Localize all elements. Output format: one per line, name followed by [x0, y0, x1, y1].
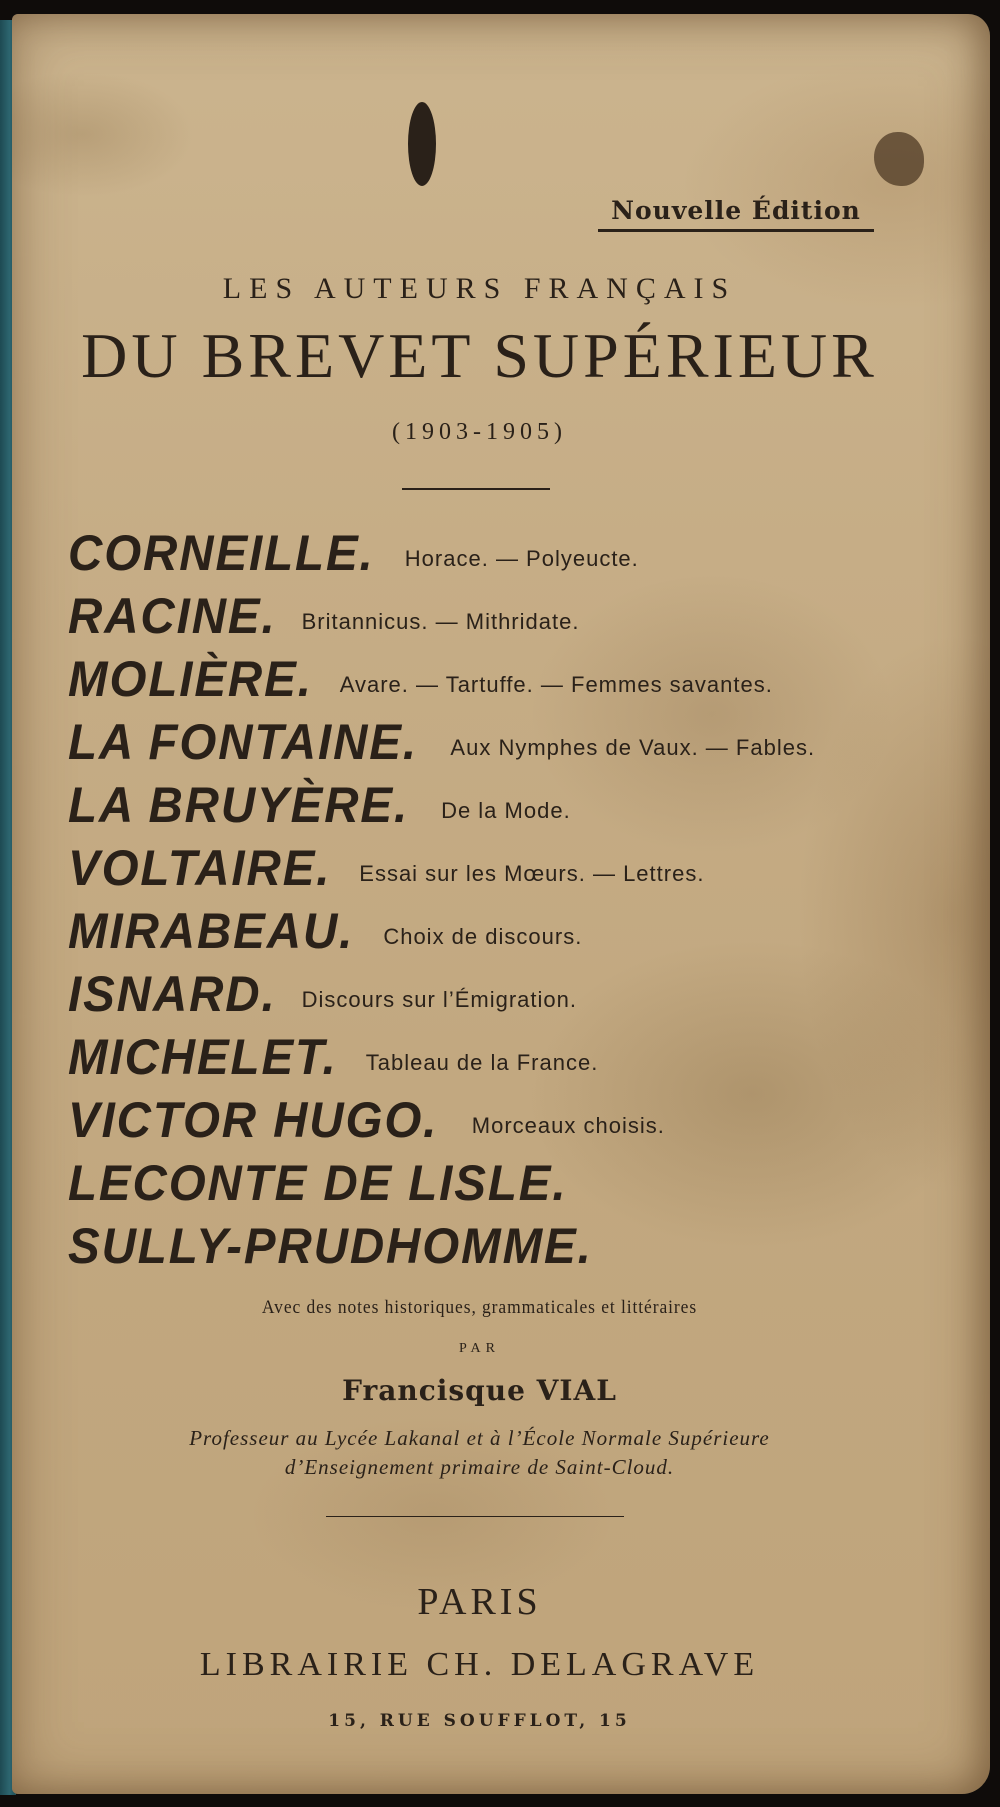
author-works: Essai sur les Mœurs. — Lettres. [359, 861, 705, 886]
author-name: VICTOR HUGO. [68, 1092, 439, 1148]
author-entry [68, 1091, 665, 1149]
author-entry [68, 839, 704, 897]
author-entry [68, 965, 577, 1023]
years-label: (1903-1905) [392, 419, 567, 445]
series-title: LES AUTEURS FRANÇAIS [222, 272, 737, 305]
author-entry [68, 1217, 634, 1275]
author-entry [68, 902, 582, 960]
stain-mark [874, 132, 924, 186]
author-name: LECONTE DE LISLE. [68, 1155, 568, 1211]
book-cover [12, 14, 990, 1794]
city-label: PARIS [417, 1581, 542, 1623]
author-name: VOLTAIRE. [68, 840, 332, 896]
author-works: Choix de discours. [383, 924, 583, 949]
publisher-address: 15, RUE SOUFFLOT, 15 [328, 1711, 631, 1731]
author-name: CORNEILLE. [68, 525, 375, 581]
book-title: DU BREVET SUPÉRIEUR [81, 320, 878, 391]
author-entry [68, 524, 639, 582]
divider [402, 488, 550, 490]
par-label: PAR [459, 1341, 500, 1356]
author-entry [68, 587, 579, 645]
author-works: De la Mode. [441, 798, 571, 823]
author-entry [68, 713, 815, 771]
author-works: Tableau de la France. [365, 1050, 599, 1075]
author-name: MOLIÈRE. [68, 651, 313, 707]
author-entry [68, 650, 773, 708]
credentials-line: d’Enseignement primaire de Saint-Cloud. [284, 1455, 675, 1479]
author-entry [68, 1028, 598, 1086]
author-name: RACINE. [68, 588, 277, 644]
author-works: Aux Nymphes de Vaux. — Fables. [450, 735, 816, 760]
author-name: LA BRUYÈRE. [68, 777, 410, 833]
publisher-name: LIBRAIRIE CH. DELAGRAVE [199, 1646, 760, 1683]
edition-label: Nouvelle Édition [598, 196, 874, 232]
author-works: Morceaux choisis. [471, 1113, 665, 1138]
author-works: Avare. — Tartuffe. — Femmes savantes. [339, 672, 773, 697]
divider [326, 1516, 624, 1517]
author-entry [68, 1154, 608, 1212]
author-works: Discours sur l’Émigration. [301, 987, 577, 1012]
credentials-line: Professeur au Lycée Lakanal et à l’École Normale Supérieure [189, 1426, 770, 1450]
author-name: MIRABEAU. [68, 903, 355, 959]
author-name: SULLY-PRUDHOMME. [68, 1218, 593, 1274]
author-entry [68, 776, 571, 834]
author-works: Horace. — Polyeucte. [404, 546, 639, 571]
author-name: MICHELET. [68, 1029, 338, 1085]
ornament-icon [408, 102, 436, 186]
author-name: ISNARD. [68, 966, 277, 1022]
editor-name: Francisque VIAL [342, 1374, 617, 1407]
author-works: Britannicus. — Mithridate. [301, 609, 580, 634]
author-name: LA FONTAINE. [68, 714, 419, 770]
notes-line: Avec des notes historiques, grammaticales et littéraires [261, 1297, 698, 1318]
editor-credentials [12, 1424, 947, 1482]
